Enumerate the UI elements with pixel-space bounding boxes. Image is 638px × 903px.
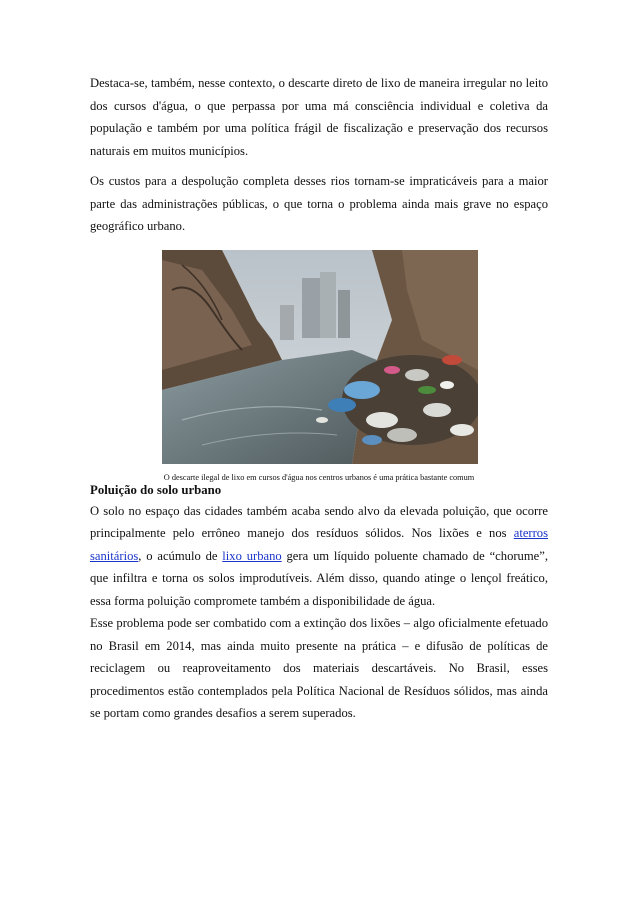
- paragraph-solo-text-2: , o acúmulo de: [138, 548, 223, 563]
- section-heading: Poluição do solo urbano: [90, 482, 222, 497]
- polluted-river-photo: [162, 250, 478, 464]
- paragraph-custos: Os custos para a despolução completa desses rios tornam-se impraticáveis para a maior parte das administrações públicas, o que torna o problema ainda mais grave no espaço geográfico urbano.: [90, 174, 548, 233]
- paragraph-descarte: Destaca-se, também, nesse contexto, o descarte direto de lixo de maneira irregular no leito dos cursos d'água, o que perpassa por uma má consciência individual e coletiva da população e também por uma política frágil de fiscalização e preservação dos recursos naturais em muitos municípios.: [90, 76, 548, 158]
- paragraph-solo-text-3: gera um líquido poluente chamado de “chorume”, que infiltra e torna os solos improdutíveis. Além disso, quando atinge o lençol freático, essa forma poluição compromete também a disponibilidade de água.: [90, 548, 548, 608]
- paragraph-combate: Esse problema pode ser combatido com a extinção dos lixões – algo oficialmente efetuado no Brasil em 2014, mas ainda muito presente na prática – e difusão de políticas de reciclagem ou reaproveitamento dos materiais descartáveis. No Brasil, esses procedimentos estão contemplados pela Política Nacional de Resíduos sólidos, mas ainda se portam como grandes desafios a serem superados.: [90, 616, 548, 720]
- link-aterros-sanitarios[interactable]: aterros sanitários: [90, 526, 548, 563]
- paragraph-solo: [90, 500, 548, 613]
- figure: [90, 250, 548, 482]
- paragraph-solo-text-1: O solo no espaço das cidades também acaba sendo alvo da elevada poluição, que ocorre principalmente pelo errôneo manejo dos resíduos sólidos. Nos lixões e nos: [90, 503, 548, 540]
- link-lixo-urbano[interactable]: lixo urbano: [222, 548, 282, 563]
- figure-caption: O descarte ilegal de lixo em cursos d'água nos centros urbanos é uma prática bastante comum: [163, 472, 475, 482]
- document-page: [90, 72, 548, 725]
